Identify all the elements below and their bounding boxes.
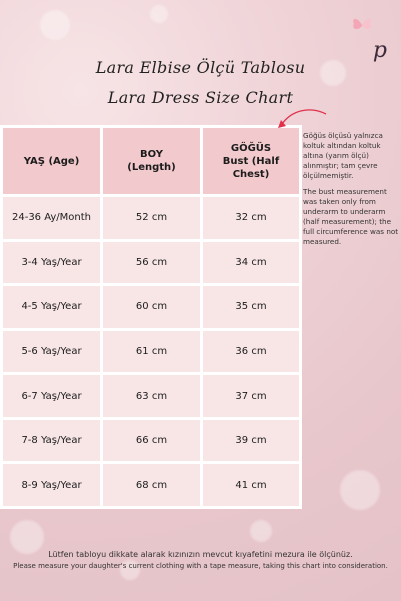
cell-bust: 37 cm — [202, 374, 301, 419]
header-length: BOY (Length) — [102, 127, 202, 196]
cell-age: 8-9 Yaş/Year — [2, 463, 102, 508]
title-tr: Lara Elbise Ölçü Tablosu — [95, 58, 306, 77]
table-row — [2, 240, 301, 285]
header-bust: GÖĞÜS Bust (Half Chest) — [202, 127, 301, 196]
cell-age: 24-36 Ay/Month — [2, 196, 102, 241]
cell-bust: 36 cm — [202, 329, 301, 374]
table-row — [2, 374, 301, 419]
butterfly-icon — [351, 16, 373, 34]
cell-age: 7-8 Yaş/Year — [2, 418, 102, 463]
cell-bust: 39 cm — [202, 418, 301, 463]
note-en: The bust measurement was taken only from underarm to underarm (half measurement); the full circumference was not measured. — [303, 187, 399, 246]
cell-length: 52 cm — [102, 196, 202, 241]
cell-length: 63 cm — [102, 374, 202, 419]
cell-length: 56 cm — [102, 240, 202, 285]
bokeh-light — [340, 470, 380, 510]
cell-age: 5-6 Yaş/Year — [2, 329, 102, 374]
brand-logo: p — [372, 38, 387, 63]
table-header-row — [2, 127, 301, 196]
cell-bust: 32 cm — [202, 196, 301, 241]
table-row — [2, 418, 301, 463]
cell-bust: 35 cm — [202, 285, 301, 330]
cell-length: 60 cm — [102, 285, 202, 330]
cell-age: 6-7 Yaş/Year — [2, 374, 102, 419]
table-row — [2, 285, 301, 330]
cell-age: 4-5 Yaş/Year — [2, 285, 102, 330]
bokeh-light — [150, 5, 168, 23]
cell-bust: 41 cm — [202, 463, 301, 508]
bokeh-light — [250, 520, 272, 542]
table-row — [2, 463, 301, 508]
bust-measurement-note — [303, 131, 399, 253]
cell-length: 66 cm — [102, 418, 202, 463]
bokeh-light — [40, 10, 70, 40]
cell-length: 68 cm — [102, 463, 202, 508]
title-en: Lara Dress Size Chart — [107, 88, 294, 107]
table-row — [2, 329, 301, 374]
footer-tr: Lütfen tabloyu dikkate alarak kızınızın mevcut kıyafetini mezura ile ölçünüz. — [48, 550, 353, 559]
cell-bust: 34 cm — [202, 240, 301, 285]
note-tr: Göğüs ölçüsü yalnızca koltuk altından koltuk altına (yarım ölçü) alınmıştır; tam çevre ölçülmemiştir. — [303, 131, 383, 180]
footer-en: Please measure your daughter's current clothing with a tape measure, taking this chart into consideration. — [13, 562, 388, 570]
size-chart-table — [0, 125, 299, 509]
bokeh-light — [10, 520, 44, 554]
cell-length: 61 cm — [102, 329, 202, 374]
cell-age: 3-4 Yaş/Year — [2, 240, 102, 285]
table-row — [2, 196, 301, 241]
header-age: YAŞ (Age) — [2, 127, 102, 196]
